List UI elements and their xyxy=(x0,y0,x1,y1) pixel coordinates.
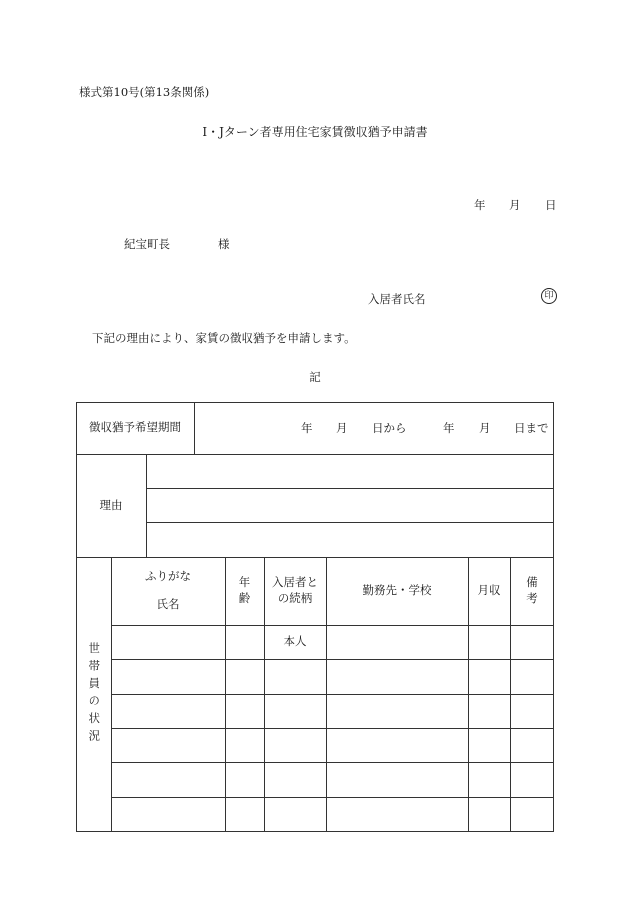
resident-name-label: 入居者氏名 xyxy=(368,292,426,306)
date-month-label: 月 xyxy=(509,198,521,212)
period-from-year: 年 xyxy=(301,421,313,435)
col-income-header: 月収 xyxy=(477,583,501,598)
reason-label: 理由 xyxy=(99,497,123,512)
period-to-month: 月 xyxy=(479,421,491,435)
period-from-month: 月 xyxy=(336,421,348,435)
col-relation-header xyxy=(264,557,326,625)
ki-heading: 記 xyxy=(309,370,321,384)
col-age-label: 年齢 xyxy=(238,575,251,605)
document-title: I・Jターン者専用住宅家賃徴収猶予申請書 xyxy=(202,125,428,139)
request-statement: 下記の理由により、家賃の徴収猶予を申請します。 xyxy=(92,331,356,345)
col-workplace-header: 勤務先・学校 xyxy=(362,583,432,598)
date-day-label: 日 xyxy=(545,198,557,212)
addressee-name: 紀宝町長 xyxy=(124,237,170,251)
period-to-day: 日まで xyxy=(514,421,549,435)
household-label-cell xyxy=(76,557,111,832)
col-furigana-label: ふりがな xyxy=(145,569,191,584)
form-number: 様式第10号(第13条関係) xyxy=(79,85,210,99)
application-table xyxy=(76,402,554,832)
col-remarks-label: 備考 xyxy=(526,575,538,605)
col-relation-label: 入居者との続柄 xyxy=(272,575,318,605)
period-from-day: 日から xyxy=(372,421,407,435)
seal-mark: 印 xyxy=(541,288,557,304)
addressee-honorific: 様 xyxy=(218,237,230,251)
first-row-relation: 本人 xyxy=(283,634,307,649)
col-remarks-header xyxy=(510,557,554,625)
date-year-label: 年 xyxy=(474,198,486,212)
household-label: 世帯員の状況 xyxy=(87,642,102,747)
period-to-year: 年 xyxy=(443,421,455,435)
period-label: 徴収猶予希望期間 xyxy=(89,420,181,435)
col-name-label: 氏名 xyxy=(156,597,180,612)
col-age-header xyxy=(225,557,264,625)
col-name-header xyxy=(111,557,225,625)
